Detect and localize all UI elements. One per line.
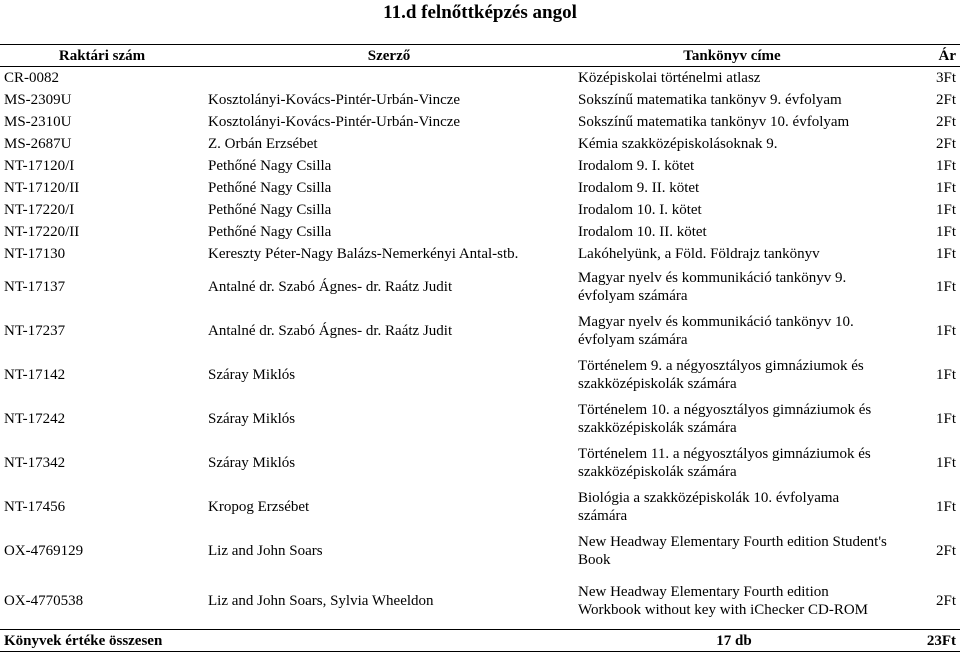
cell-author: Antalné dr. Szabó Ágnes- dr. Raátz Judit <box>208 323 453 339</box>
cell-code: NT-17142 <box>4 367 66 383</box>
cell-code: NT-17237 <box>4 323 66 339</box>
cell-code: MS-2310U <box>4 114 72 130</box>
cell-code: NT-17220/I <box>4 202 75 218</box>
table-row <box>0 243 960 265</box>
cell-author: Pethőné Nagy Csilla <box>208 180 332 196</box>
cell-author: Liz and John Soars <box>208 543 323 559</box>
cell-price: 1Ft <box>935 499 956 515</box>
total-price: 23Ft <box>890 630 960 652</box>
cell-author: Z. Orbán Erzsébet <box>208 136 318 152</box>
cell-book-title: Magyar nyelv és kommunikáció tankönyv 9. évfolyam számára <box>578 270 847 304</box>
table-row <box>0 155 960 177</box>
cell-price: 2Ft <box>935 136 956 152</box>
cell-price: 1Ft <box>935 411 956 427</box>
cell-book-title: New Headway Elementary Fourth edition Student's Book <box>578 534 887 568</box>
cell-code: MS-2309U <box>4 92 72 108</box>
cell-book-title: Irodalom 9. II. kötet <box>578 180 700 196</box>
cell-author: Pethőné Nagy Csilla <box>208 158 332 174</box>
cell-price: 2Ft <box>935 543 956 559</box>
cell-code: NT-17456 <box>4 499 66 515</box>
cell-price: 1Ft <box>935 246 956 262</box>
header-book-title: Tankönyv címe <box>574 45 890 67</box>
cell-price: 1Ft <box>935 279 956 295</box>
table-row <box>0 89 960 111</box>
table-row <box>0 265 960 309</box>
cell-book-title: Lakóhelyünk, a Föld. Földrajz tankönyv <box>578 246 820 262</box>
cell-book-title: Biológia a szakközépiskolák 10. évfolyama számára <box>578 490 840 524</box>
cell-price: 1Ft <box>935 367 956 383</box>
cell-price: 2Ft <box>935 114 956 130</box>
cell-code: CR-0082 <box>4 70 60 86</box>
cell-price: 1Ft <box>935 158 956 174</box>
table-row <box>0 353 960 397</box>
cell-code: NT-17120/I <box>4 158 75 174</box>
cell-price: 1Ft <box>935 323 956 339</box>
cell-price: 1Ft <box>935 455 956 471</box>
cell-author: Kosztolányi-Kovács-Pintér-Urbán-Vincze <box>208 92 461 108</box>
cell-author: Száray Miklós <box>208 455 296 471</box>
cell-code: OX-4770538 <box>4 593 84 609</box>
cell-author: Liz and John Soars, Sylvia Wheeldon <box>208 593 434 609</box>
cell-book-title: Irodalom 10. I. kötet <box>578 202 702 218</box>
table-row <box>0 529 960 573</box>
cell-author: Kereszty Péter-Nagy Balázs-Nemerkényi Antal-stb. <box>208 246 519 262</box>
total-label: Könyvek értéke összesen <box>0 630 574 652</box>
cell-code: NT-17342 <box>4 455 66 471</box>
cell-author: Száray Miklós <box>208 411 296 427</box>
cell-book-title: Sokszínű matematika tankönyv 10. évfolyam <box>578 114 850 130</box>
cell-code: OX-4769129 <box>4 543 84 559</box>
cell-price: 1Ft <box>935 202 956 218</box>
table-row <box>0 67 960 90</box>
table-row <box>0 309 960 353</box>
cell-book-title: Történelem 9. a négyosztályos gimnáziumok és szakközépiskolák számára <box>578 358 864 392</box>
cell-code: NT-17130 <box>4 246 66 262</box>
cell-author: Kosztolányi-Kovács-Pintér-Urbán-Vincze <box>208 114 461 130</box>
table-row <box>0 221 960 243</box>
cell-price: 2Ft <box>935 92 956 108</box>
cell-author <box>204 67 574 90</box>
cell-book-title: Történelem 10. a négyosztályos gimnáziumok és szakközépiskolák számára <box>578 402 872 436</box>
cell-author: Pethőné Nagy Csilla <box>208 224 332 240</box>
table-row <box>0 111 960 133</box>
total-quantity: 17 db <box>574 630 890 652</box>
cell-book-title: Magyar nyelv és kommunikáció tankönyv 10. évfolyam számára <box>578 314 854 348</box>
cell-author: Antalné dr. Szabó Ágnes- dr. Raátz Judit <box>208 279 453 295</box>
table-row <box>0 133 960 155</box>
table-row <box>0 573 960 630</box>
cell-code: NT-17137 <box>4 279 66 295</box>
table-row <box>0 199 960 221</box>
cell-price: 3Ft <box>935 70 956 86</box>
cell-code: NT-17242 <box>4 411 66 427</box>
total-row <box>0 630 960 652</box>
cell-book-title: Kémia szakközépiskolásoknak 9. <box>578 136 778 152</box>
cell-price: 2Ft <box>935 593 956 609</box>
cell-book-title: Középiskolai történelmi atlasz <box>578 70 761 86</box>
cell-code: NT-17120/II <box>4 180 80 196</box>
cell-book-title: New Headway Elementary Fourth edition Workbook without key with iChecker CD-ROM <box>578 584 869 618</box>
header-code: Raktári szám <box>0 45 204 67</box>
table-row <box>0 177 960 199</box>
cell-author: Pethőné Nagy Csilla <box>208 202 332 218</box>
cell-book-title: Irodalom 10. II. kötet <box>578 224 707 240</box>
table-row <box>0 485 960 529</box>
cell-author: Száray Miklós <box>208 367 296 383</box>
cell-author: Kropog Erzsébet <box>208 499 310 515</box>
cell-code: NT-17220/II <box>4 224 80 240</box>
table-header-row <box>0 45 960 67</box>
cell-price: 1Ft <box>935 180 956 196</box>
cell-code: MS-2687U <box>4 136 72 152</box>
cell-book-title: Irodalom 9. I. kötet <box>578 158 695 174</box>
header-author: Szerző <box>204 45 574 67</box>
book-table <box>0 44 960 652</box>
table-row <box>0 441 960 485</box>
cell-price: 1Ft <box>935 224 956 240</box>
cell-book-title: Történelem 11. a négyosztályos gimnáziumok és szakközépiskolák számára <box>578 446 871 480</box>
cell-book-title: Sokszínű matematika tankönyv 9. évfolyam <box>578 92 842 108</box>
table-row <box>0 397 960 441</box>
header-price: Ár <box>890 45 960 67</box>
page-title: 11.d felnőttképzés angol <box>383 2 577 23</box>
